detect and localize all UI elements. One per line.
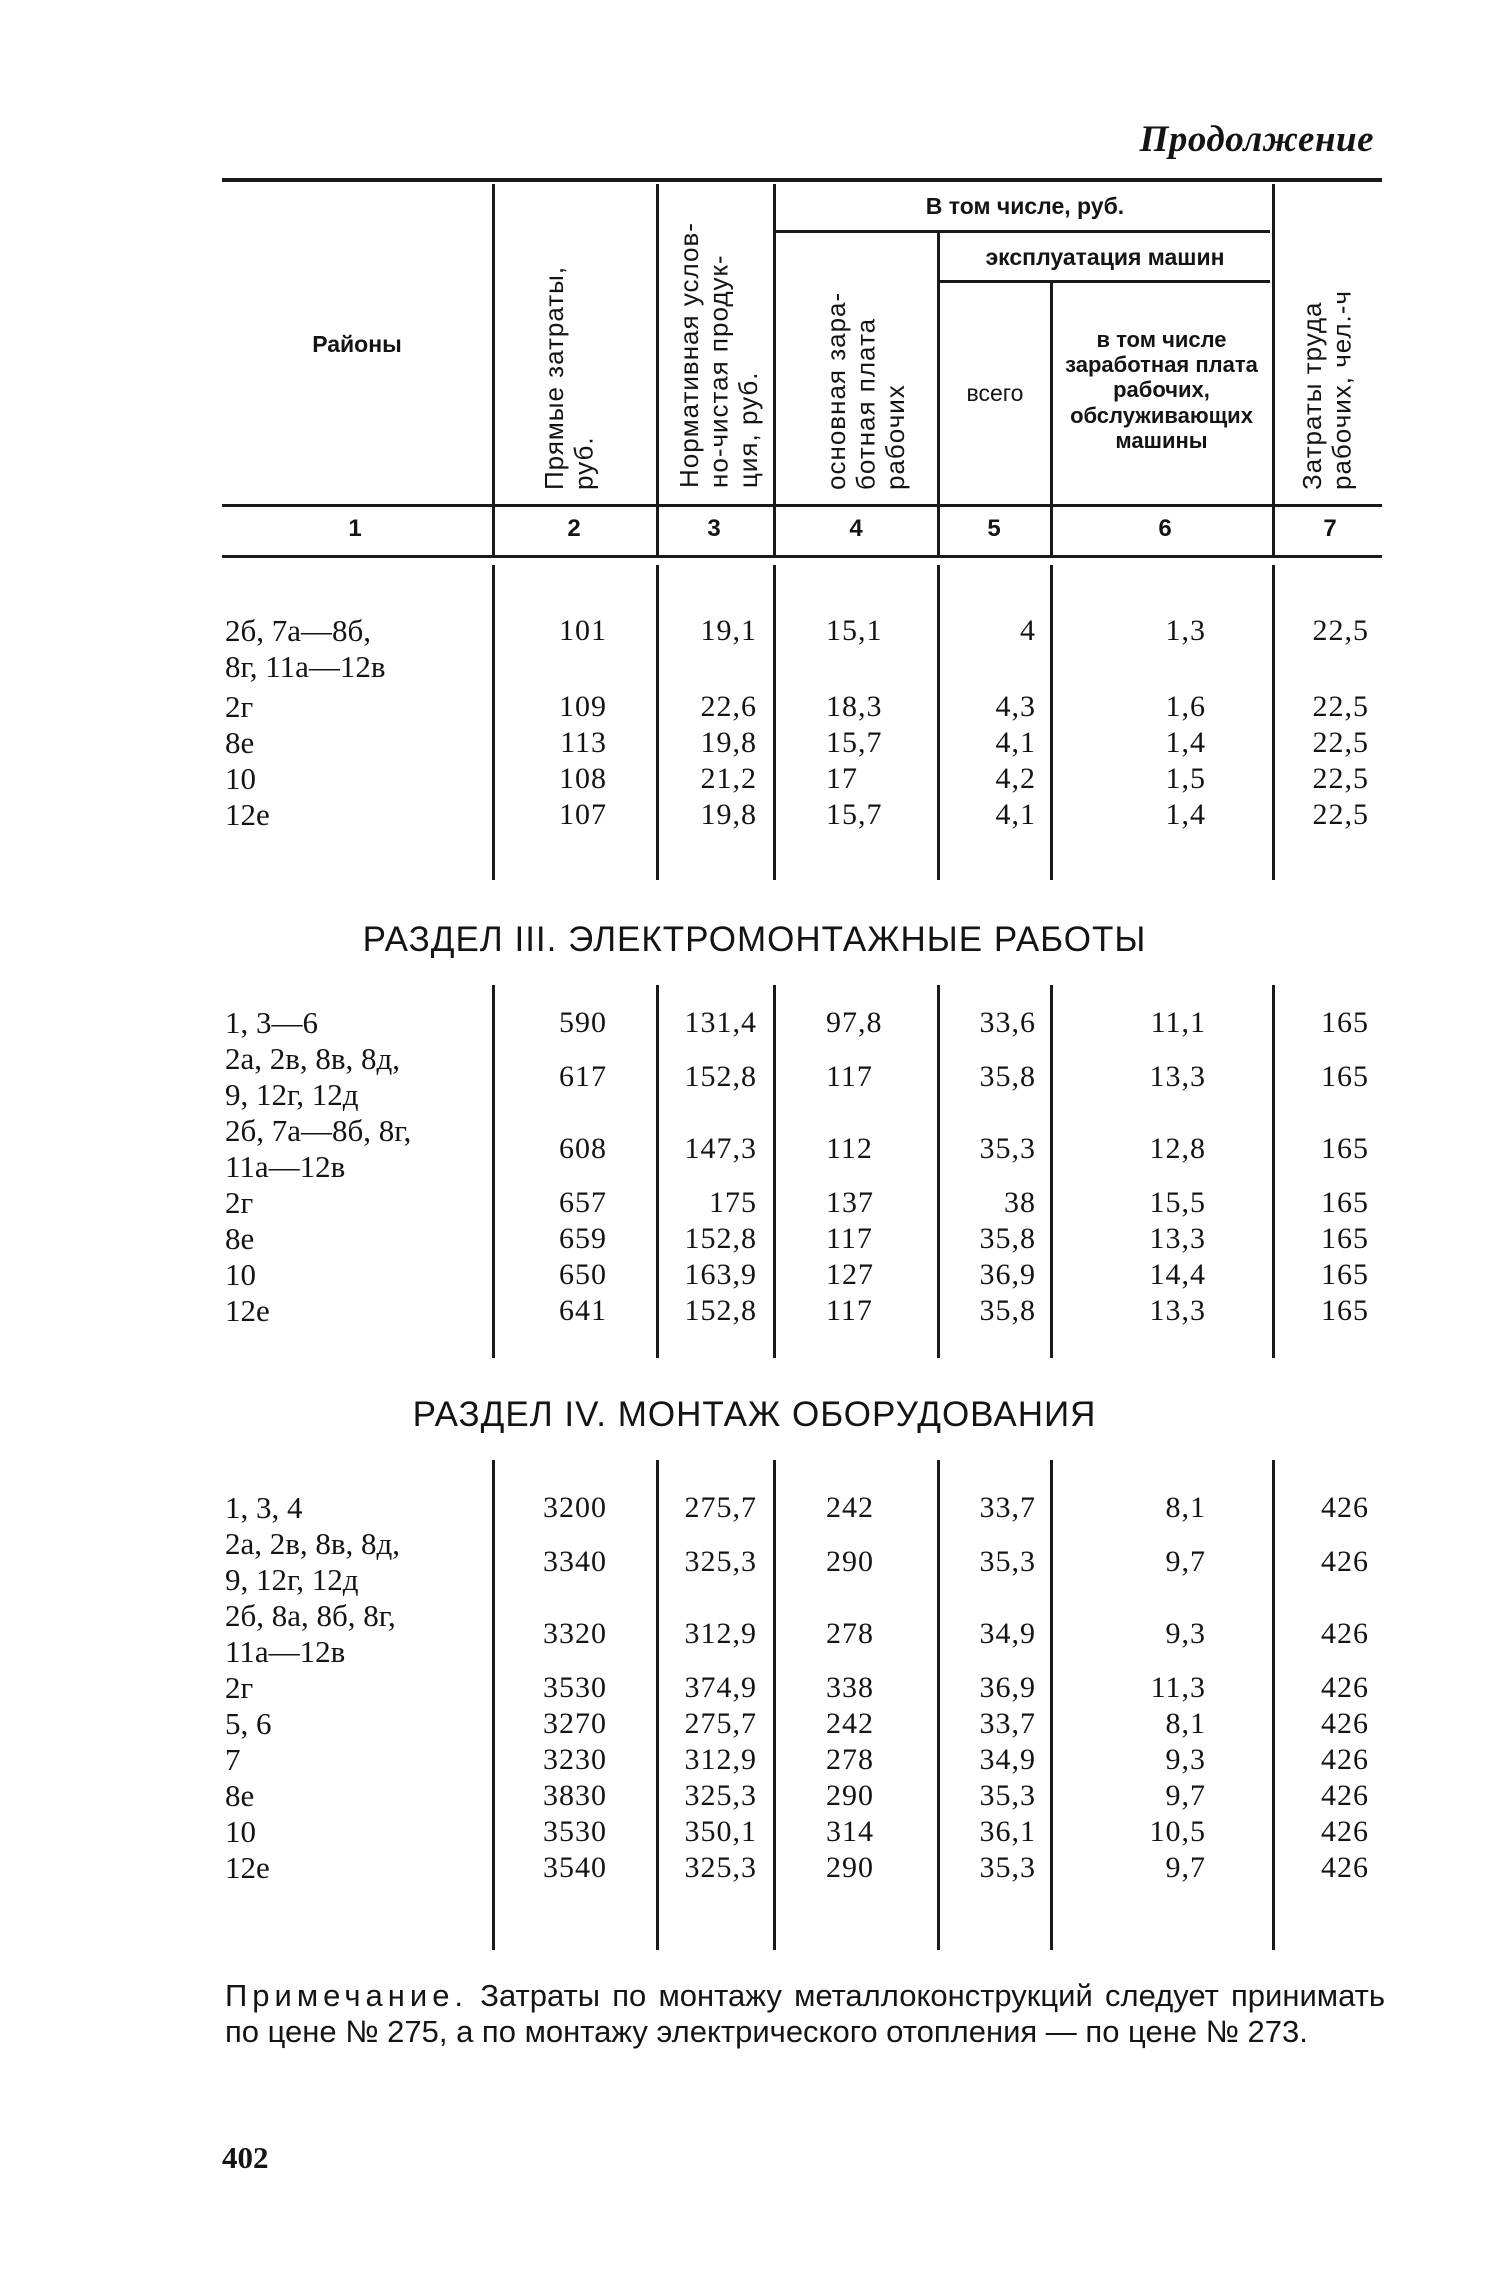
table-row — [0, 761, 1509, 797]
column-number: 1 — [348, 515, 362, 542]
region-cell: 10 — [225, 1814, 256, 1849]
region-cell: 12е — [225, 1293, 270, 1328]
normative-product-cell: 21,2 — [700, 762, 757, 795]
direct-costs-cell: 641 — [559, 1294, 607, 1327]
base-wage-cell: 290 — [826, 1545, 874, 1578]
machine-total-cell: 36,1 — [979, 1815, 1036, 1848]
normative-product-cell: 152,8 — [684, 1294, 757, 1327]
base-wage-cell: 290 — [826, 1779, 874, 1812]
machine-total-cell: 34,9 — [979, 1617, 1036, 1650]
region-cell: 2а, 2в, 8в, 8д, — [225, 1526, 401, 1561]
base-wage-cell: 15,7 — [826, 726, 883, 759]
machine-wage-cell: 15,5 — [1149, 1186, 1206, 1219]
base-wage-cell: 117 — [826, 1060, 873, 1093]
region-cell: 8е — [225, 1778, 255, 1813]
machine-total-cell: 33,7 — [979, 1707, 1036, 1740]
machine-wage-cell: 10,5 — [1149, 1815, 1206, 1848]
labor-costs-cell: 426 — [1321, 1671, 1369, 1704]
header-machine-operation: эксплуатация машин — [985, 243, 1225, 270]
direct-costs-cell: 590 — [559, 1006, 607, 1039]
region-cell: 2б, 7а—8б, 8г, — [225, 1113, 412, 1148]
base-wage-cell: 18,3 — [826, 690, 883, 723]
region-cell: 1, 3, 4 — [225, 1490, 303, 1525]
machine-wage-cell: 9,7 — [1165, 1545, 1206, 1578]
machine-total-cell: 35,3 — [979, 1545, 1036, 1578]
header-total: всего — [966, 380, 1024, 407]
table-row — [0, 1005, 1509, 1041]
machine-wage-cell: 13,3 — [1149, 1060, 1206, 1093]
header-bottom-rule — [222, 504, 1382, 507]
base-wage-cell: 117 — [826, 1294, 873, 1327]
table-row — [0, 1221, 1509, 1257]
normative-product-cell: 131,4 — [684, 1006, 757, 1039]
labor-costs-cell: 426 — [1321, 1815, 1369, 1848]
labor-costs-cell: 22,5 — [1312, 762, 1369, 795]
header-direct-costs: Прямые затраты, руб. — [539, 265, 599, 490]
region-cell: 9, 12г, 12д — [225, 1077, 359, 1112]
machine-total-cell: 4,1 — [995, 726, 1036, 759]
column-divider — [656, 507, 659, 555]
table-row — [0, 613, 1509, 684]
header-labor-costs: Затраты труда рабочих, чел.-ч — [1297, 290, 1357, 490]
table-row — [0, 1742, 1509, 1778]
region-cell: 2г — [225, 1185, 254, 1220]
header-including: В том числе, руб. — [925, 192, 1125, 219]
region-cell: 1, 3—6 — [225, 1005, 318, 1040]
machine-wage-cell: 13,3 — [1149, 1222, 1206, 1255]
machine-total-cell: 35,8 — [979, 1294, 1036, 1327]
direct-costs-cell: 3340 — [543, 1545, 607, 1578]
base-wage-cell: 314 — [826, 1815, 874, 1848]
column-numbers-rule — [222, 555, 1382, 558]
normative-product-cell: 22,6 — [700, 690, 757, 723]
direct-costs-cell: 108 — [559, 762, 607, 795]
labor-costs-cell: 426 — [1321, 1779, 1369, 1812]
machine-total-cell: 35,3 — [979, 1851, 1036, 1884]
table-row — [0, 1706, 1509, 1742]
direct-costs-cell: 109 — [559, 690, 607, 723]
normative-product-cell: 350,1 — [684, 1815, 757, 1848]
column-divider — [773, 507, 776, 555]
table-row — [0, 1185, 1509, 1221]
normative-product-cell: 147,3 — [684, 1132, 757, 1165]
header-base-wage: основная зара- ботная плата рабочих — [821, 291, 910, 490]
machine-total-cell: 35,3 — [979, 1132, 1036, 1165]
normative-product-cell: 325,3 — [684, 1779, 757, 1812]
labor-costs-cell: 165 — [1321, 1258, 1369, 1291]
normative-product-cell: 175 — [709, 1186, 757, 1219]
normative-product-cell: 152,8 — [684, 1222, 757, 1255]
labor-costs-cell: 165 — [1321, 1060, 1369, 1093]
base-wage-cell: 278 — [826, 1743, 874, 1776]
machine-total-cell: 35,3 — [979, 1779, 1036, 1812]
header-rule — [776, 230, 1270, 233]
column-number: 3 — [707, 515, 721, 542]
direct-costs-cell: 659 — [559, 1222, 607, 1255]
labor-costs-cell: 426 — [1321, 1707, 1369, 1740]
direct-costs-cell: 3530 — [543, 1815, 607, 1848]
machine-wage-cell: 9,7 — [1165, 1779, 1206, 1812]
base-wage-cell: 338 — [826, 1671, 874, 1704]
machine-wage-cell: 1,3 — [1165, 614, 1206, 647]
header-machine-operators-wage: в том числе заработная плата рабочих, обслуживающих машины — [1065, 326, 1258, 453]
region-cell: 7 — [225, 1742, 241, 1777]
machine-wage-cell: 11,3 — [1150, 1671, 1206, 1704]
machine-total-cell: 36,9 — [979, 1258, 1036, 1291]
direct-costs-cell: 113 — [560, 726, 607, 759]
machine-wage-cell: 9,7 — [1165, 1851, 1206, 1884]
direct-costs-cell: 3270 — [543, 1707, 607, 1740]
normative-product-cell: 374,9 — [684, 1671, 757, 1704]
region-cell: 8е — [225, 725, 255, 760]
labor-costs-cell: 165 — [1321, 1222, 1369, 1255]
machine-wage-cell: 14,4 — [1149, 1258, 1206, 1291]
normative-product-cell: 275,7 — [684, 1491, 757, 1524]
normative-product-cell: 312,9 — [684, 1617, 757, 1650]
machine-wage-cell: 9,3 — [1165, 1617, 1206, 1650]
column-number: 5 — [987, 515, 1001, 542]
direct-costs-cell: 107 — [559, 798, 607, 831]
table-row — [0, 1670, 1509, 1706]
direct-costs-cell: 3200 — [543, 1491, 607, 1524]
column-number: 6 — [1158, 515, 1172, 542]
table-row — [0, 1257, 1509, 1293]
direct-costs-cell: 608 — [559, 1132, 607, 1165]
labor-costs-cell: 22,5 — [1312, 690, 1369, 723]
machine-wage-cell: 11,1 — [1150, 1006, 1206, 1039]
header-divider — [656, 184, 659, 504]
direct-costs-cell: 3320 — [543, 1617, 607, 1650]
region-cell: 11а—12в — [225, 1634, 346, 1669]
direct-costs-cell: 3540 — [543, 1851, 607, 1884]
direct-costs-cell: 101 — [559, 614, 607, 647]
direct-costs-cell: 657 — [559, 1186, 607, 1219]
labor-costs-cell: 426 — [1321, 1743, 1369, 1776]
labor-costs-cell: 426 — [1321, 1491, 1369, 1524]
column-number: 2 — [567, 515, 581, 542]
direct-costs-cell: 3830 — [543, 1779, 607, 1812]
machine-total-cell: 4,3 — [995, 690, 1036, 723]
normative-product-cell: 19,8 — [700, 798, 757, 831]
machine-wage-cell: 9,3 — [1165, 1743, 1206, 1776]
labor-costs-cell: 426 — [1321, 1617, 1369, 1650]
column-divider — [492, 507, 495, 555]
region-cell: 10 — [225, 1257, 256, 1292]
normative-product-cell: 19,8 — [700, 726, 757, 759]
table-row — [0, 689, 1509, 725]
table-row — [0, 797, 1509, 833]
direct-costs-cell: 3230 — [543, 1743, 607, 1776]
direct-costs-cell: 3530 — [543, 1671, 607, 1704]
base-wage-cell: 15,7 — [826, 798, 883, 831]
region-cell: 9, 12г, 12д — [225, 1562, 359, 1597]
region-cell: 10 — [225, 761, 256, 796]
table-row — [0, 1814, 1509, 1850]
header-top-rule — [222, 178, 1382, 182]
labor-costs-cell: 165 — [1321, 1132, 1369, 1165]
column-divider — [1050, 507, 1053, 555]
direct-costs-cell: 650 — [559, 1258, 607, 1291]
region-cell: 12е — [225, 797, 270, 832]
header-divider — [492, 184, 495, 504]
machine-total-cell: 33,7 — [979, 1491, 1036, 1524]
section-title: РАЗДЕЛ IV. МОНТАЖ ОБОРУДОВАНИЯ — [412, 1395, 1097, 1434]
base-wage-cell: 112 — [826, 1132, 873, 1165]
base-wage-cell: 242 — [826, 1491, 874, 1524]
section-title: РАЗДЕЛ III. ЭЛЕКТРОМОНТАЖНЫЕ РАБОТЫ — [362, 920, 1147, 959]
normative-product-cell: 275,7 — [684, 1707, 757, 1740]
machine-total-cell: 34,9 — [979, 1743, 1036, 1776]
region-cell: 8г, 11а—12в — [225, 649, 386, 684]
region-cell: 2б, 7а—8б, — [225, 613, 372, 648]
normative-product-cell: 325,3 — [684, 1545, 757, 1578]
labor-costs-cell: 165 — [1321, 1006, 1369, 1039]
machine-wage-cell: 12,8 — [1149, 1132, 1206, 1165]
labor-costs-cell: 22,5 — [1312, 614, 1369, 647]
machine-total-cell: 36,9 — [979, 1671, 1036, 1704]
labor-costs-cell: 426 — [1321, 1545, 1369, 1578]
region-cell: 2г — [225, 689, 254, 724]
machine-wage-cell: 8,1 — [1165, 1491, 1206, 1524]
region-cell: 11а—12в — [225, 1149, 346, 1184]
direct-costs-cell: 617 — [559, 1060, 607, 1093]
machine-total-cell: 35,8 — [979, 1060, 1036, 1093]
machine-wage-cell: 8,1 — [1165, 1707, 1206, 1740]
table-row — [0, 1293, 1509, 1329]
region-cell: 2а, 2в, 8в, 8д, — [225, 1041, 401, 1076]
region-cell: 2б, 8а, 8б, 8г, — [225, 1598, 396, 1633]
base-wage-cell: 290 — [826, 1851, 874, 1884]
machine-total-cell: 4,2 — [995, 762, 1036, 795]
footnote — [225, 1978, 1385, 2050]
table-row — [0, 1598, 1509, 1669]
table-row — [0, 1526, 1509, 1597]
column-divider — [1272, 507, 1275, 555]
machine-total-cell: 38 — [1004, 1186, 1036, 1219]
base-wage-cell: 278 — [826, 1617, 874, 1650]
labor-costs-cell: 22,5 — [1312, 726, 1369, 759]
machine-total-cell: 35,8 — [979, 1222, 1036, 1255]
continuation-label: Продолжение — [1139, 119, 1374, 160]
base-wage-cell: 15,1 — [826, 614, 883, 647]
machine-wage-cell: 1,4 — [1165, 726, 1206, 759]
machine-wage-cell: 13,3 — [1149, 1294, 1206, 1327]
machine-total-cell: 4 — [1020, 614, 1036, 647]
labor-costs-cell: 22,5 — [1312, 798, 1369, 831]
machine-wage-cell: 1,6 — [1165, 690, 1206, 723]
table-row — [0, 1113, 1509, 1184]
footnote-text: Затраты по монтажу металлоконструкций следует принимать по цене № 275, а по монтажу электрического отопления — по цене № 273. — [225, 1978, 1385, 2049]
normative-product-cell: 152,8 — [684, 1060, 757, 1093]
table-row — [0, 1850, 1509, 1886]
machine-total-cell: 4,1 — [995, 798, 1036, 831]
column-divider — [937, 507, 940, 555]
region-cell: 2г — [225, 1670, 254, 1705]
base-wage-cell: 117 — [826, 1222, 873, 1255]
table-row — [0, 1490, 1509, 1526]
base-wage-cell: 17 — [826, 762, 858, 795]
normative-product-cell: 312,9 — [684, 1743, 757, 1776]
column-number: 4 — [849, 515, 863, 542]
labor-costs-cell: 165 — [1321, 1186, 1369, 1219]
labor-costs-cell: 426 — [1321, 1851, 1369, 1884]
table-row — [0, 1041, 1509, 1112]
column-number: 7 — [1323, 515, 1337, 542]
table-row — [0, 1778, 1509, 1814]
table-row — [0, 725, 1509, 761]
normative-product-cell: 163,9 — [684, 1258, 757, 1291]
region-cell: 8е — [225, 1221, 255, 1256]
machine-total-cell: 33,6 — [979, 1006, 1036, 1039]
page-number: 402 — [222, 2140, 269, 2175]
base-wage-cell: 127 — [826, 1258, 874, 1291]
region-cell: 12е — [225, 1850, 270, 1885]
footnote-label: Примечание. — [225, 1978, 469, 2013]
region-cell: 5, 6 — [225, 1706, 272, 1741]
normative-product-cell: 19,1 — [700, 614, 757, 647]
base-wage-cell: 242 — [826, 1707, 874, 1740]
normative-product-cell: 325,3 — [684, 1851, 757, 1884]
base-wage-cell: 137 — [826, 1186, 874, 1219]
machine-wage-cell: 1,5 — [1165, 762, 1206, 795]
header-divider — [1272, 184, 1275, 504]
labor-costs-cell: 165 — [1321, 1294, 1369, 1327]
base-wage-cell: 97,8 — [826, 1006, 883, 1039]
machine-wage-cell: 1,4 — [1165, 798, 1206, 831]
header-normative-net-product: Нормативная услов- но-чистая продук- ция, руб. — [674, 222, 763, 488]
header-regions: Районы — [312, 330, 402, 357]
